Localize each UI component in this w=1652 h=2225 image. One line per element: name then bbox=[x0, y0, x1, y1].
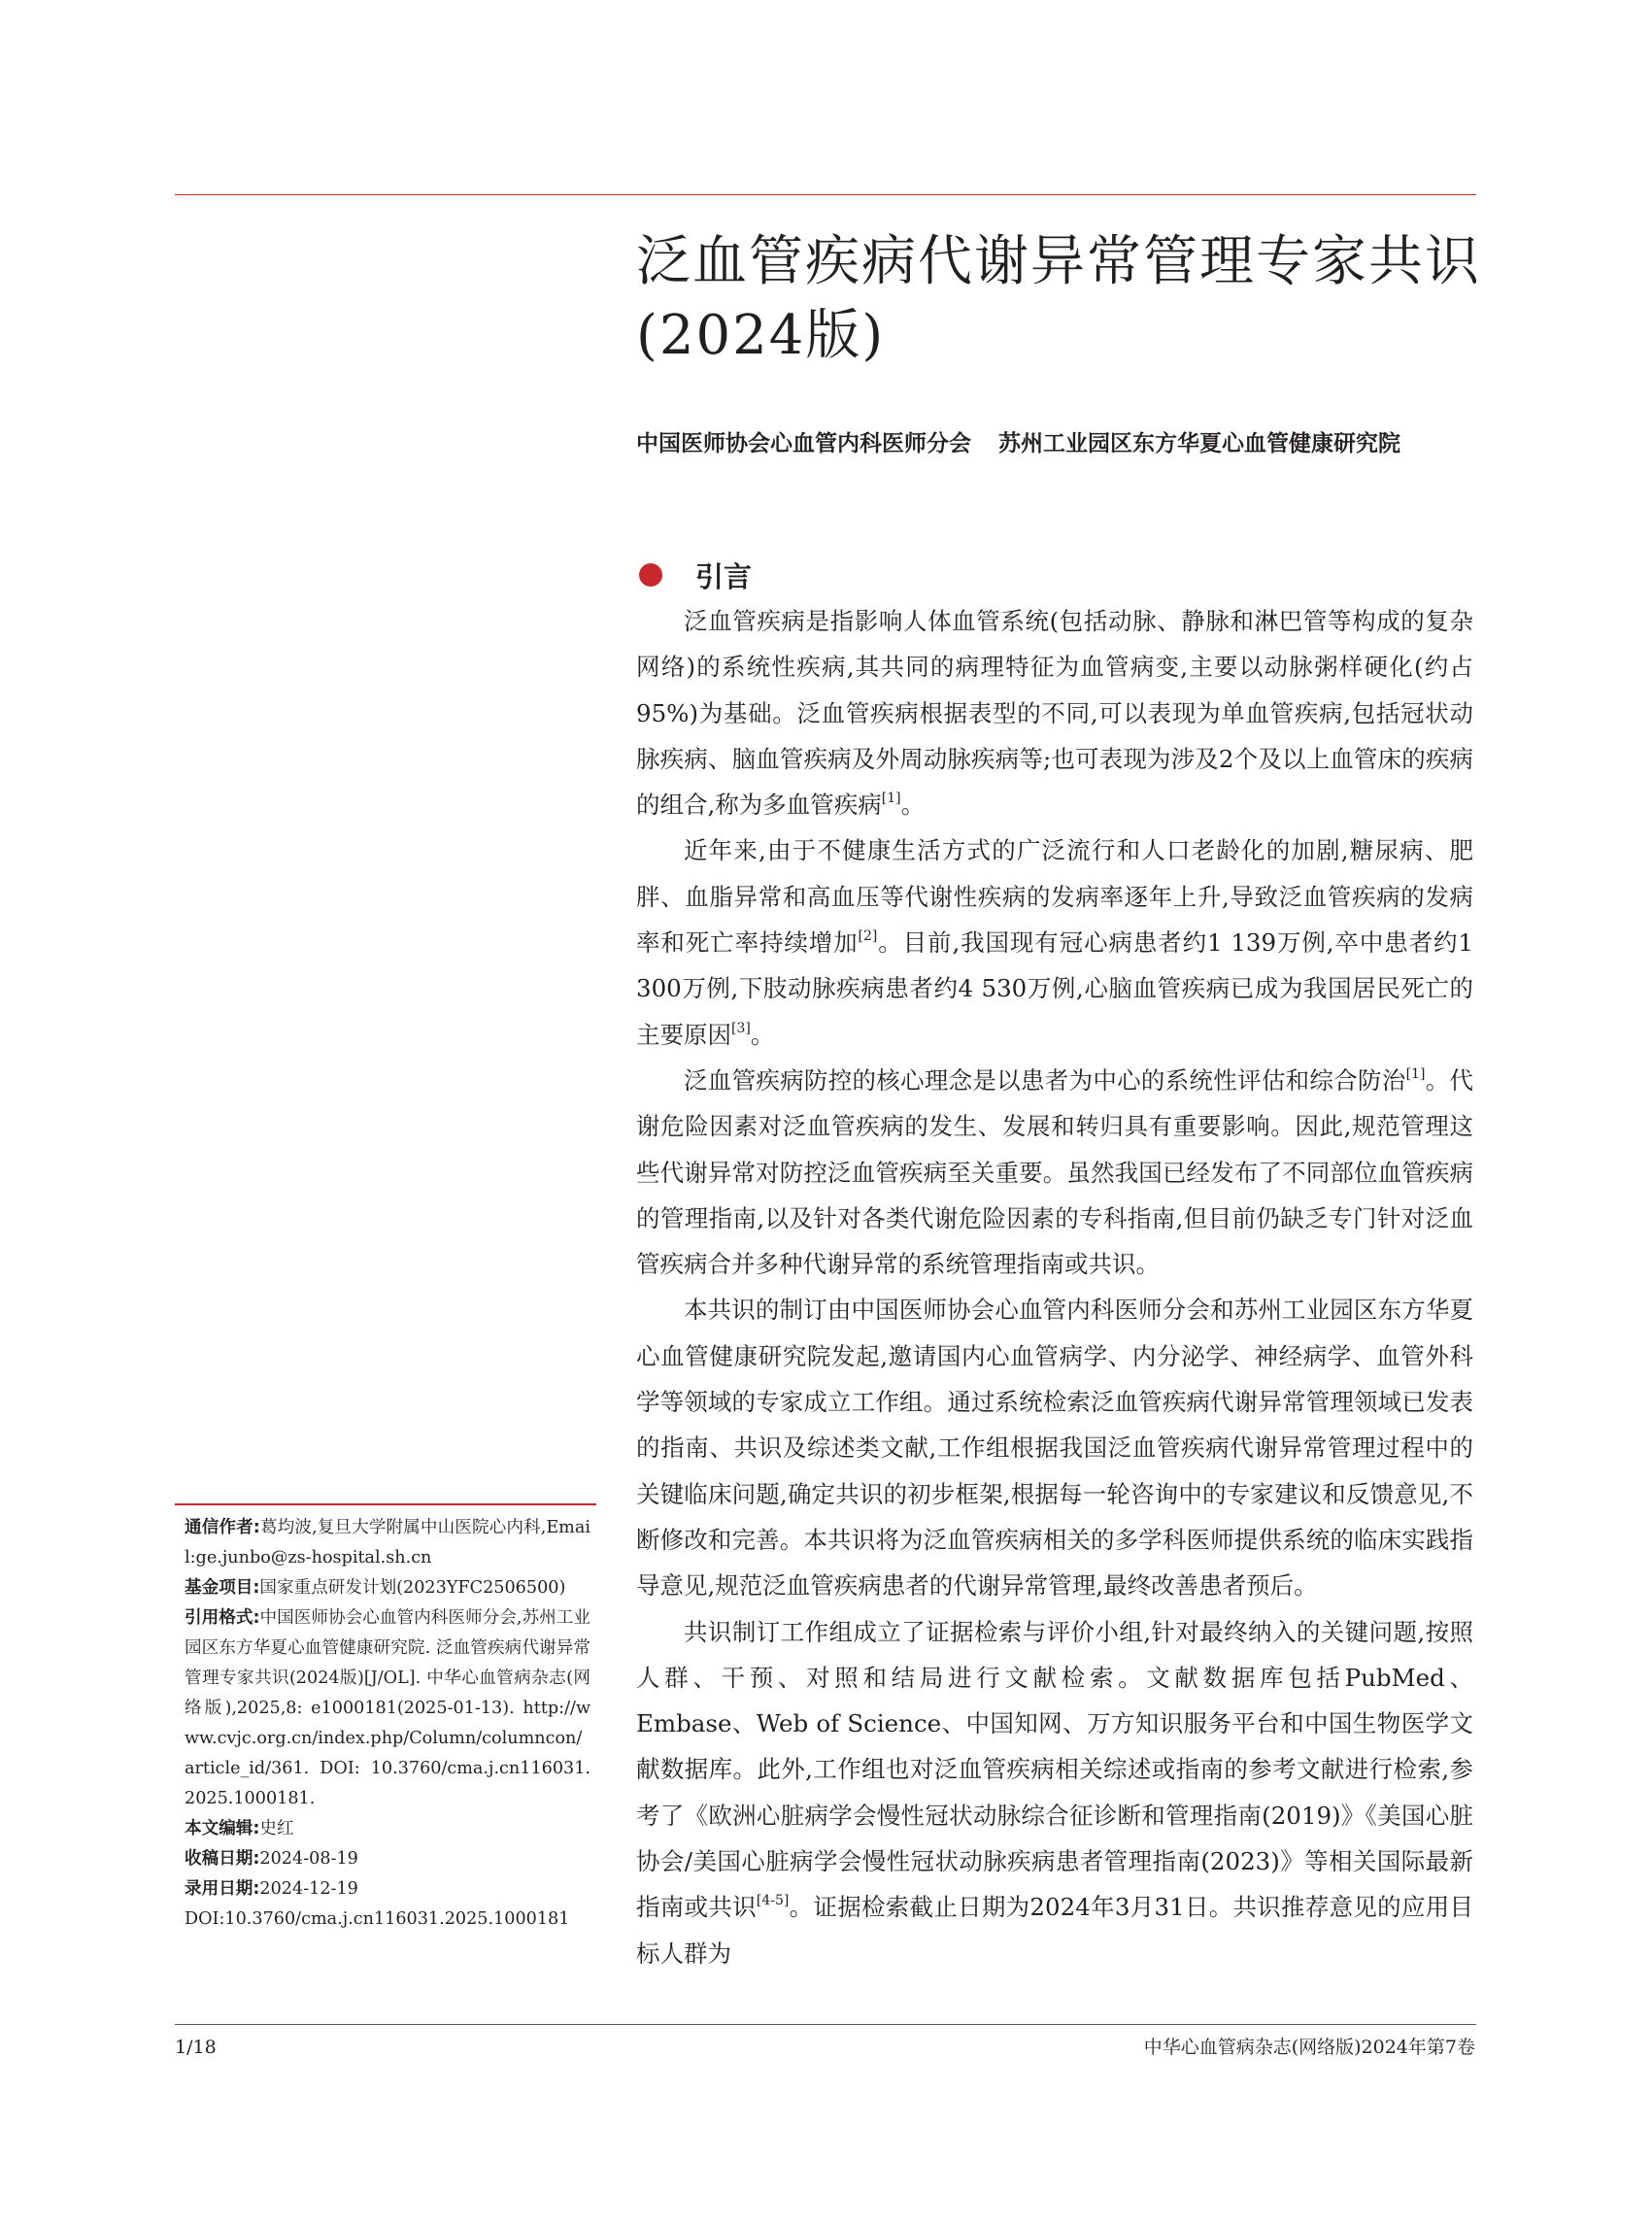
footnote-label: 引用格式: bbox=[185, 1608, 260, 1628]
header-rule bbox=[175, 194, 1476, 195]
body-paragraph bbox=[636, 1287, 1473, 1608]
footnote-item bbox=[185, 1814, 590, 1844]
footnote-text: 葛均波,复旦大学附属中山医院心内科,Email:ge.junbo@zs-hospital.sh.cn bbox=[185, 1518, 590, 1568]
footnote-text: 国家重点研发计划(2023YFC2506500) bbox=[259, 1578, 566, 1598]
citation-ref: [2] bbox=[858, 927, 878, 944]
paragraph-text: 。证据检索截止日期为2024年3月31日。共识推荐意见的应用目标人群为 bbox=[636, 1893, 1474, 1968]
footnote-item bbox=[185, 1905, 590, 1935]
footnote-label: 录用日期: bbox=[185, 1879, 260, 1899]
footnote-item bbox=[185, 1603, 590, 1814]
footnote-rule bbox=[175, 1503, 596, 1505]
footnote-block bbox=[185, 1513, 590, 1935]
footnote-label: 通信作者: bbox=[185, 1518, 260, 1537]
footnote-label: 本文编辑: bbox=[185, 1819, 260, 1838]
footnote-text: 2024-08-19 bbox=[259, 1849, 358, 1869]
article-title: 泛血管疾病代谢异常管理专家共识(2024版) bbox=[636, 230, 1481, 367]
body-paragraph bbox=[636, 598, 1473, 827]
section-heading bbox=[636, 556, 752, 594]
citation-ref: [3] bbox=[731, 1020, 751, 1036]
author-affiliation: 中国医师协会心血管内科医师分会 bbox=[636, 430, 971, 456]
paragraph-text: 泛血管疾病防控的核心理念是以患者为中心的系统性评估和综合防治 bbox=[684, 1065, 1406, 1095]
author-affiliation: 苏州工业园区东方华夏心血管健康研究院 bbox=[998, 430, 1400, 456]
footnote-item bbox=[185, 1874, 590, 1905]
footnote-text: 2024-12-19 bbox=[259, 1879, 358, 1899]
citation-ref: [4-5] bbox=[756, 1893, 790, 1909]
paragraph-text: 本共识的制订由中国医师协会心血管内科医师分会和苏州工业园区东方华夏心血管健康研究院发起,邀请国内心血管病学、内分泌学、神经病学、血管外科学等领域的专家成立工作组。通过系统检索泛血管疾病代谢异常管理领域已发表的指南、共识及综述类文献,工作组根据我国泛血管疾病代谢异常管理过程中的关键临床问题,确定共识的初步框架,根据每一轮咨询中的专家建议和反馈意见,不断修改和完善。本共识将为泛血管疾病相关的多学科医师提供系统的临床实践指导意见,规范泛血管疾病患者的代谢异常管理,最终改善患者预后。 bbox=[636, 1296, 1473, 1601]
journal-name: 中华心血管病杂志(网络版)2024年第7卷 bbox=[1143, 2037, 1475, 2058]
body-paragraph bbox=[636, 827, 1473, 1057]
citation-ref: [1] bbox=[881, 791, 901, 807]
paragraph-text: 。 bbox=[900, 791, 926, 820]
paragraph-text: 。 bbox=[750, 1020, 775, 1049]
footnote-item bbox=[185, 1844, 590, 1874]
footnote-item bbox=[185, 1573, 590, 1603]
paragraph-text: 。目前,我国现有冠心病患者约1 139万例,卒中患者约1 300万例,下肢动脉疾病患者约4 530万例,心脑血管疾病已成为我国居民死亡的主要原因 bbox=[636, 928, 1473, 1049]
footnote-text: 中国医师协会心血管内科医师分会,苏州工业园区东方华夏心血管健康研究院. 泛血管疾病代谢异常管理专家共识(2024版)[J/OL]. 中华心血管病杂志(网络版),2025,8: e1000181(2025-01-13). http://www.cvjc.org.cn/index.php/Column/columncon/article_id/361. DOI: 10.3760/cma.j.cn116031.2025.1000181. bbox=[185, 1608, 590, 1808]
footnote-label: 收稿日期: bbox=[185, 1849, 260, 1869]
paragraph-text: 。代谢危险因素对泛血管疾病的发生、发展和转归具有重要影响。因此,规范管理这些代谢异常对防控泛血管疾病至关重要。虽然我国已经发布了不同部位血管疾病的管理指南,以及针对各类代谢危险因素的专科指南,但目前仍缺乏专门针对泛血管疾病合并多种代谢异常的系统管理指南或共识。 bbox=[636, 1065, 1474, 1279]
body-paragraph bbox=[636, 1609, 1473, 1976]
section-bullet-icon bbox=[639, 563, 662, 587]
footnote-label: 基金项目: bbox=[185, 1578, 260, 1598]
footer-rule bbox=[175, 2024, 1476, 2025]
paragraph-text: 泛血管疾病是指影响人体血管系统(包括动脉、静脉和淋巴管等构成的复杂网络)的系统性疾病,其共同的病理特征为血管病变,主要以动脉粥样硬化(约占95%)为基础。泛血管疾病根据表型的不同,可以表现为单血管疾病,包括冠状动脉疾病、脑血管疾病及外周动脉疾病等;也可表现为涉及2个及以上血管床的疾病的组合,称为多血管疾病 bbox=[636, 607, 1473, 820]
footnote-item bbox=[185, 1513, 590, 1573]
paragraph-text: 共识制订工作组成立了证据检索与评价小组,针对最终纳入的关键问题,按照人群、干预、对照和结局进行文献检索。文献数据库包括PubMed、Embase、Web of Science、中国知网、万方知识服务平台和中国生物医学文献数据库。此外,工作组也对泛血管疾病相关综述或指南的参考文献进行检索,参考了《欧洲心脏病学会慢性冠状动脉综合征诊断和管理指南(2019)》《美国心脏协会/美国心脏病学会慢性冠状动脉疾病患者管理指南(2023)》等相关国际最新指南或共识 bbox=[636, 1617, 1473, 1922]
body-paragraph bbox=[636, 1058, 1473, 1287]
citation-ref: [1] bbox=[1405, 1065, 1426, 1082]
paragraph-text: 近年来,由于不健康生活方式的广泛流行和人口老龄化的加剧,糖尿病、肥胖、血脂异常和高血压等代谢性疾病的发病率逐年上升,导致泛血管疾病的发病率和死亡率持续增加 bbox=[636, 836, 1473, 958]
author-affiliations bbox=[636, 427, 1491, 460]
body-text bbox=[636, 598, 1473, 1976]
page-number: 1/18 bbox=[175, 2037, 217, 2058]
footnote-text: DOI:10.3760/cma.j.cn116031.2025.1000181 bbox=[185, 1909, 570, 1929]
footnote-text: 史红 bbox=[259, 1819, 294, 1838]
section-title: 引言 bbox=[695, 559, 753, 593]
